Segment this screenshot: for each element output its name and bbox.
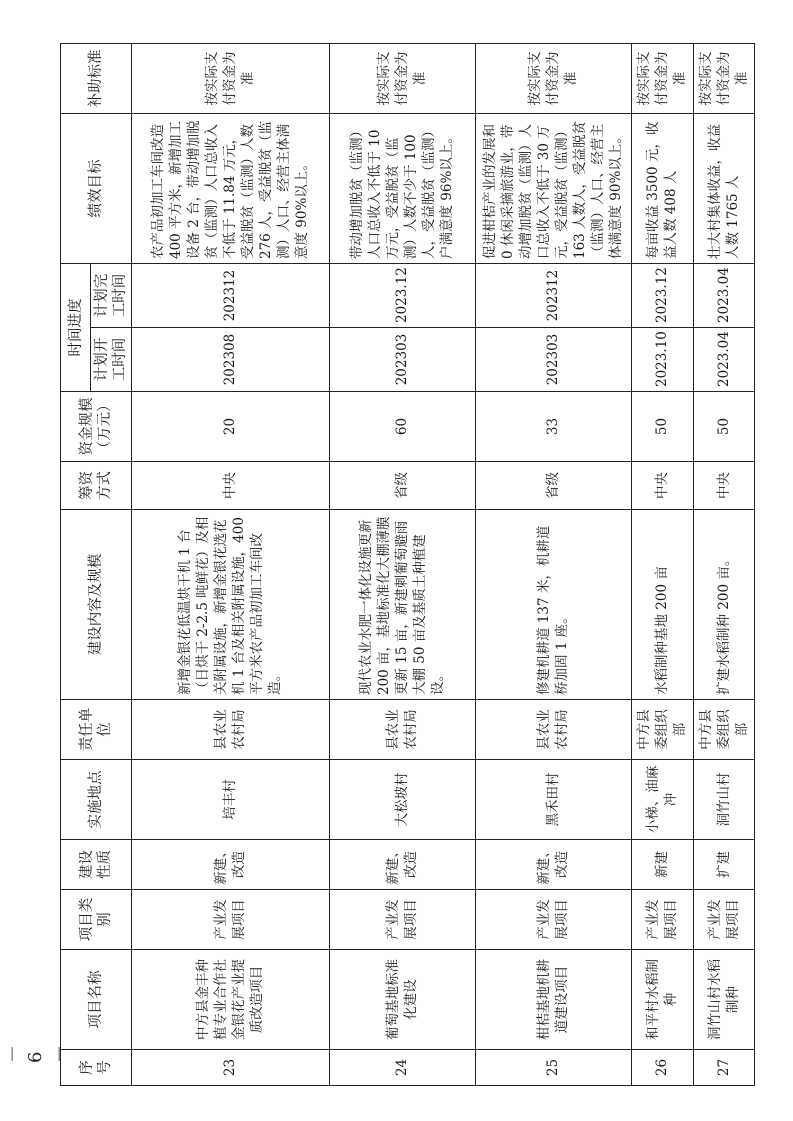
cell-location: 大松坡村 xyxy=(329,760,475,840)
cell-start: 202308 xyxy=(132,328,330,392)
cell-start: 202303 xyxy=(475,328,631,392)
cell-amount: 33 xyxy=(475,392,631,462)
cell-content: 修建机耕道 137 米，机耕道桥加固 1 座。 xyxy=(475,510,631,700)
table-body xyxy=(132,44,755,1086)
cell-name: 葡萄基地标准化建设 xyxy=(329,950,475,1050)
cell-location: 洞竹山村 xyxy=(693,760,755,840)
cell-target: 农产品初加工车间改造 400 平方米，新增加工设备 2 台，带动增加脱贫（监测）人口总收入不低于 11.84 万元，受益脱贫（监测）人数 276 人，受益脱贫（监测）人口、经营主体满意度 90%以上。 xyxy=(132,114,330,264)
cell-location: 培丰村 xyxy=(132,760,330,840)
cell-content: 水稻制种基地 200 亩 xyxy=(632,510,693,700)
cell-unit: 县农业农村局 xyxy=(132,700,330,760)
header-progress: 时间进度 xyxy=(61,264,91,392)
cell-category: 产业发展项目 xyxy=(132,890,330,950)
cell-amount: 60 xyxy=(329,392,475,462)
header-row-1 xyxy=(61,44,91,1086)
cell-subsidy: 按实际支付资金为准 xyxy=(693,44,755,114)
cell-target: 每亩收益 3500 元，收益人数 408 人 xyxy=(632,114,693,264)
cell-location: 小梯、油麻冲 xyxy=(632,760,693,840)
cell-unit: 中方县委组织部 xyxy=(632,700,693,760)
table-row xyxy=(132,44,330,1086)
cell-category: 产业发展项目 xyxy=(632,890,693,950)
cell-funding: 省级 xyxy=(475,462,631,510)
cell-target: 带动增加脱贫（监测）人口总收入不低于 10 万元，受益脱贫（监测）人数不少于 100 人，受益脱贫（监测）户满意度 96%以上。 xyxy=(329,114,475,264)
cell-nature: 新建、改造 xyxy=(132,840,330,890)
header-end: 计划完工时间 xyxy=(91,264,132,328)
cell-name: 柑桔基地机耕道建设项目 xyxy=(475,950,631,1050)
cell-start: 2023.04 xyxy=(693,328,755,392)
cell-amount: 20 xyxy=(132,392,330,462)
cell-nature: 新建、改造 xyxy=(475,840,631,890)
cell-target: 壮大村集体收益，收益人数 1765 人 xyxy=(693,114,755,264)
cell-content: 新增金银花低温烘干机 1 台（日烘干 2-2.5 吨鲜花）及相关附属设施，新增金银花选花机 1 台及相关附属设施，400 平方米农产品初加工车间改造。 xyxy=(132,510,330,700)
cell-name: 洞竹山村水稻制种 xyxy=(693,950,755,1050)
header-seq: 序号 xyxy=(61,1050,132,1086)
cell-name: 中方县金丰种植专业合作社金银花产业提质改造项目 xyxy=(132,950,330,1050)
cell-unit: 县农业农村局 xyxy=(475,700,631,760)
page-number: － 6 － xyxy=(2,1045,71,1063)
header-name: 项目名称 xyxy=(61,950,132,1050)
cell-unit: 中方县委组织部 xyxy=(693,700,755,760)
cell-amount: 50 xyxy=(632,392,693,462)
cell-category: 产业发展项目 xyxy=(693,890,755,950)
cell-funding: 省级 xyxy=(329,462,475,510)
cell-content: 扩建水稻制种 200 亩。 xyxy=(693,510,755,700)
cell-nature: 新建 xyxy=(632,840,693,890)
cell-subsidy: 按实际支付资金为准 xyxy=(329,44,475,114)
cell-seq: 26 xyxy=(632,1050,693,1086)
cell-location: 黑禾田村 xyxy=(475,760,631,840)
header-funding: 筹资方式 xyxy=(61,462,132,510)
header-location: 实施地点 xyxy=(61,760,132,840)
cell-funding: 中央 xyxy=(693,462,755,510)
cell-nature: 新建、改造 xyxy=(329,840,475,890)
cell-subsidy: 按实际支付资金为准 xyxy=(632,44,693,114)
cell-end: 2023.04 xyxy=(693,264,755,328)
header-category: 项目类别 xyxy=(61,890,132,950)
cell-funding: 中央 xyxy=(132,462,330,510)
header-content: 建设内容及规模 xyxy=(61,510,132,700)
header-start: 计划开工时间 xyxy=(91,328,132,392)
cell-seq: 24 xyxy=(329,1050,475,1086)
table-row xyxy=(693,44,755,1086)
header-unit: 责任单位 xyxy=(61,700,132,760)
cell-end: 202312 xyxy=(475,264,631,328)
header-nature: 建设性质 xyxy=(61,840,132,890)
cell-end: 2023.12 xyxy=(632,264,693,328)
cell-target: 促进柑桔产业的发展和 0 休闲采摘旅游业，带动增加脱贫（监测）人口总收入不低于 30 万元，受益脱贫（监测）163 人数人，受益脱贫（监测）人口、经营主体满意度 90%以上。 xyxy=(475,114,631,264)
rotated-table-sheet xyxy=(60,44,755,1086)
cell-name: 和平村水稻制种 xyxy=(632,950,693,1050)
table-header xyxy=(61,44,132,1086)
header-subsidy: 补助标准 xyxy=(61,44,132,114)
cell-subsidy: 按实际支付资金为准 xyxy=(132,44,330,114)
cell-seq: 25 xyxy=(475,1050,631,1086)
cell-start: 2023.10 xyxy=(632,328,693,392)
cell-amount: 50 xyxy=(693,392,755,462)
header-target: 绩效目标 xyxy=(61,114,132,264)
project-table xyxy=(60,43,755,1086)
cell-unit: 县农业农村局 xyxy=(329,700,475,760)
header-amount: 资金规模（万元） xyxy=(61,392,132,462)
cell-end: 2023.12 xyxy=(329,264,475,328)
cell-start: 202303 xyxy=(329,328,475,392)
table-row xyxy=(632,44,693,1086)
cell-category: 产业发展项目 xyxy=(329,890,475,950)
table-row xyxy=(475,44,631,1086)
cell-content: 现代农业水肥一体化设施更新 200 亩，基地标准化大棚薄膜更新 15 亩，新建刺葡萄避雨大棚 50 亩及基质土种植建设。 xyxy=(329,510,475,700)
cell-category: 产业发展项目 xyxy=(475,890,631,950)
cell-funding: 中央 xyxy=(632,462,693,510)
cell-end: 202312 xyxy=(132,264,330,328)
cell-subsidy: 按实际支付资金为准 xyxy=(475,44,631,114)
cell-nature: 扩建 xyxy=(693,840,755,890)
table-row xyxy=(329,44,475,1086)
cell-seq: 23 xyxy=(132,1050,330,1086)
cell-seq: 27 xyxy=(693,1050,755,1086)
